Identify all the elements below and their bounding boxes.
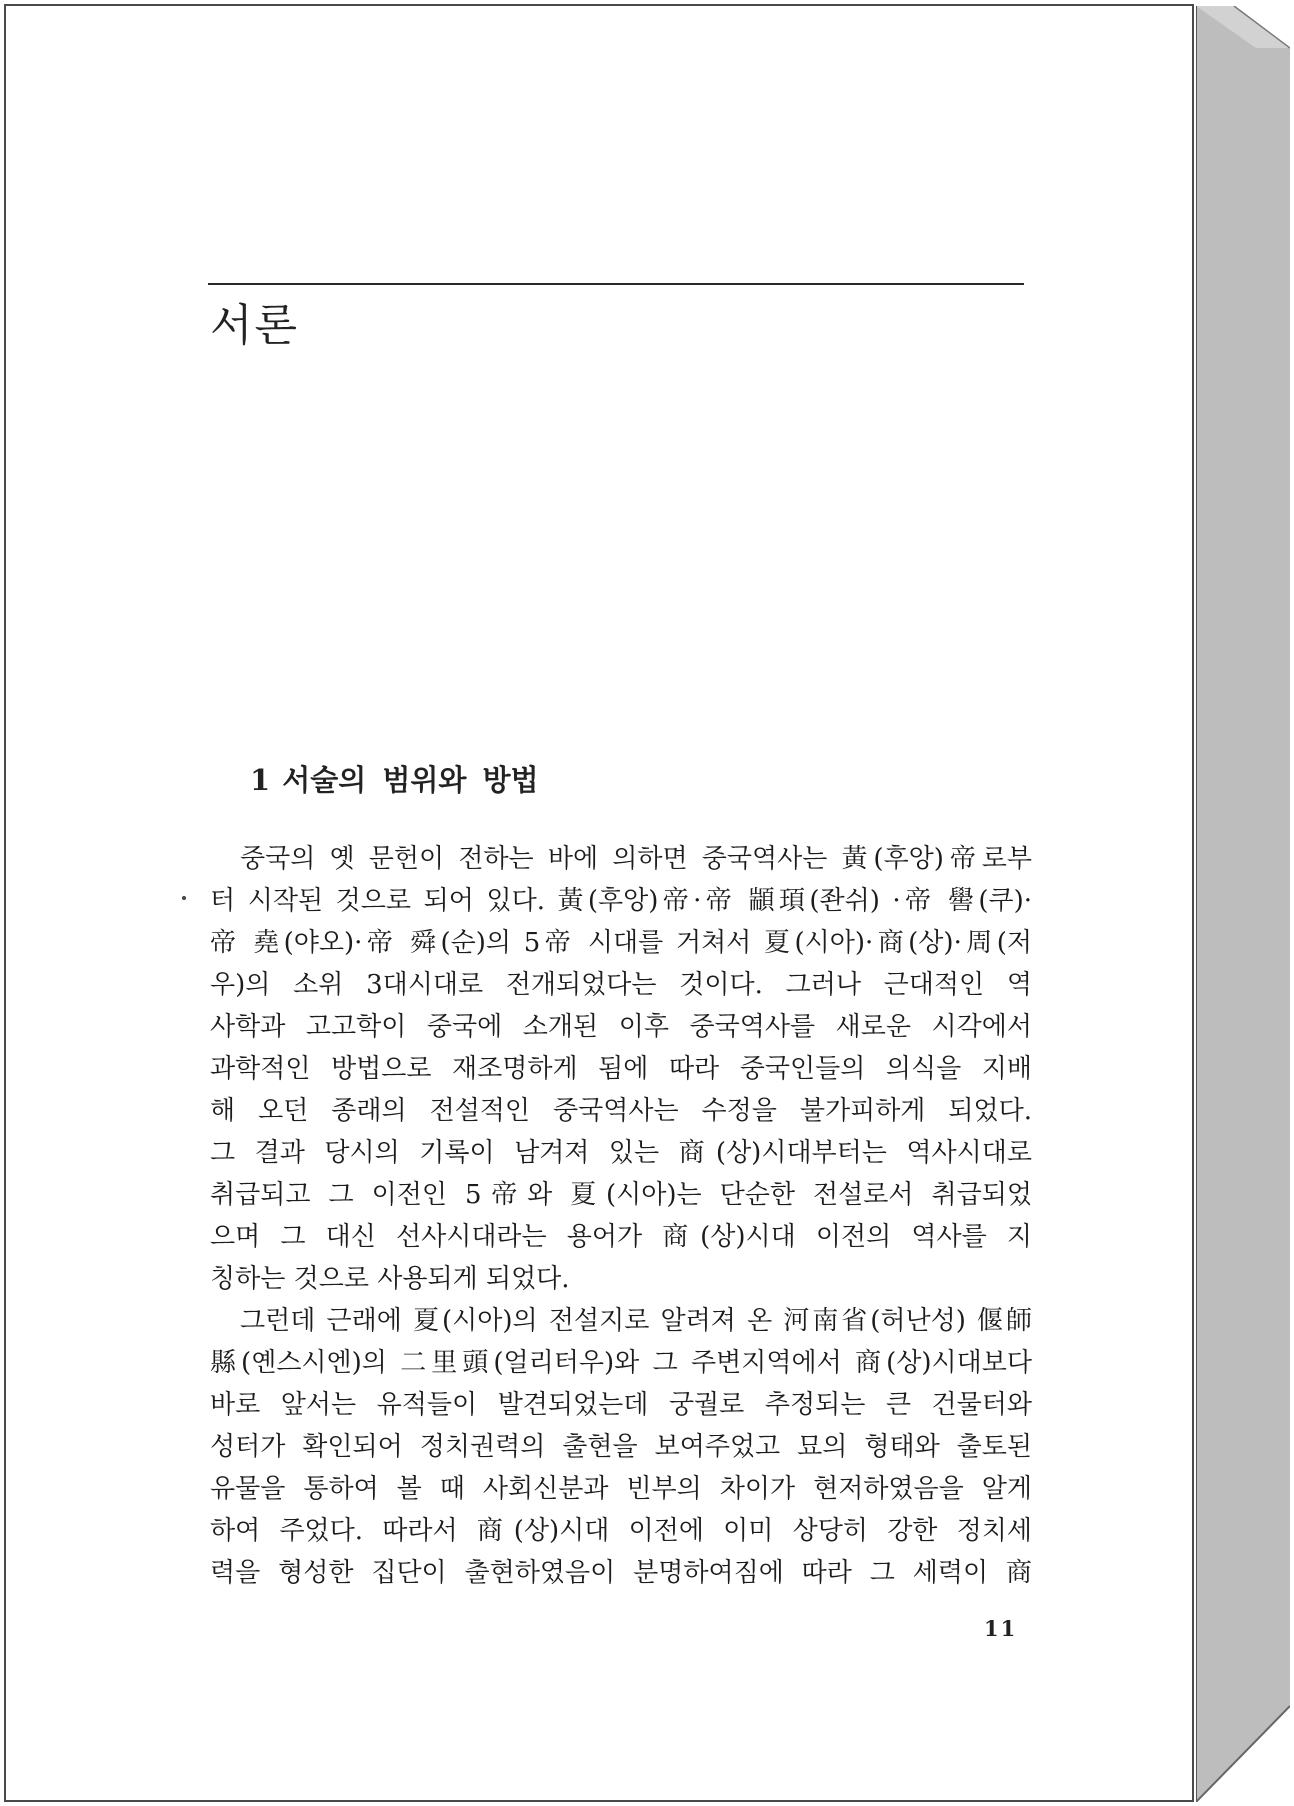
- chapter-title: 서론: [210, 300, 300, 351]
- body-line: 그 결과 당시의 기록이 남겨져 있는 商(상)시대부터는 역사시대로: [210, 1138, 1032, 1168]
- body-line: 그런데 근래에 夏(시아)의 전설지로 알려져 온 河南省(허난성) 偃師: [240, 1306, 1032, 1336]
- body-line: 터 시작된 것으로 되어 있다. 黃(후앙)帝·帝 顓頊(좐쉬) ·帝 嚳(쿠)·: [210, 886, 1032, 916]
- body-line: 중국의 옛 문헌이 전하는 바에 의하면 중국역사는 黃(후앙)帝로부: [240, 844, 1032, 874]
- body-line: 해 오던 종래의 전설적인 중국역사는 수정을 불가피하게 되었다.: [210, 1096, 1032, 1126]
- section-title: 서술의 범위와 방법: [282, 763, 539, 797]
- section-number: 1: [250, 763, 271, 797]
- chapter-title-rule: [208, 283, 1024, 285]
- section-heading: [250, 758, 539, 799]
- body-line: 우)의 소위 3대시대로 전개되었다는 것이다. 그러나 근대적인 역: [210, 970, 1032, 1000]
- stray-mark: [182, 896, 186, 900]
- body-line: 유물을 통하여 볼 때 사회신분과 빈부의 차이가 현저하였음을 알게: [210, 1474, 1032, 1504]
- body-line: 帝 堯(야오)·帝 舜(순)의 5帝 시대를 거쳐서 夏(시아)·商(상)·周(저: [210, 928, 1032, 958]
- book-page: [4, 4, 1194, 1802]
- body-line: 칭하는 것으로 사용되게 되었다.: [210, 1264, 570, 1294]
- body-line: 으며 그 대신 선사시대라는 용어가 商(상)시대 이전의 역사를 지: [210, 1222, 1032, 1252]
- body-line: 과학적인 방법으로 재조명하게 됨에 따라 중국인들의 의식을 지배: [210, 1054, 1032, 1084]
- body-line: 하여 주었다. 따라서 商(상)시대 이전에 이미 상당히 강한 정치세: [210, 1516, 1032, 1546]
- body-line: 성터가 확인되어 정치권력의 출현을 보여주었고 묘의 형태와 출토된: [210, 1432, 1032, 1462]
- body-line: 縣(옌스시엔)의 二里頭(얼리터우)와 그 주변지역에서 商(상)시대보다: [210, 1348, 1032, 1378]
- body-line: 사학과 고고학이 중국에 소개된 이후 중국역사를 새로운 시각에서: [210, 1012, 1032, 1042]
- body-line: 력을 형성한 집단이 출현하였음이 분명하여짐에 따라 그 세력이 商: [210, 1558, 1032, 1588]
- page-number: 11: [984, 1616, 1018, 1641]
- body-line: 바로 앞서는 유적들이 발견되었는데 궁궐로 추정되는 큰 건물터와: [210, 1390, 1032, 1420]
- book-thickness-edge: [1196, 6, 1290, 1802]
- body-text: [210, 838, 1032, 1594]
- body-line: 취급되고 그 이전인 5帝와 夏(시아)는 단순한 전설로서 취급되었: [210, 1180, 1032, 1210]
